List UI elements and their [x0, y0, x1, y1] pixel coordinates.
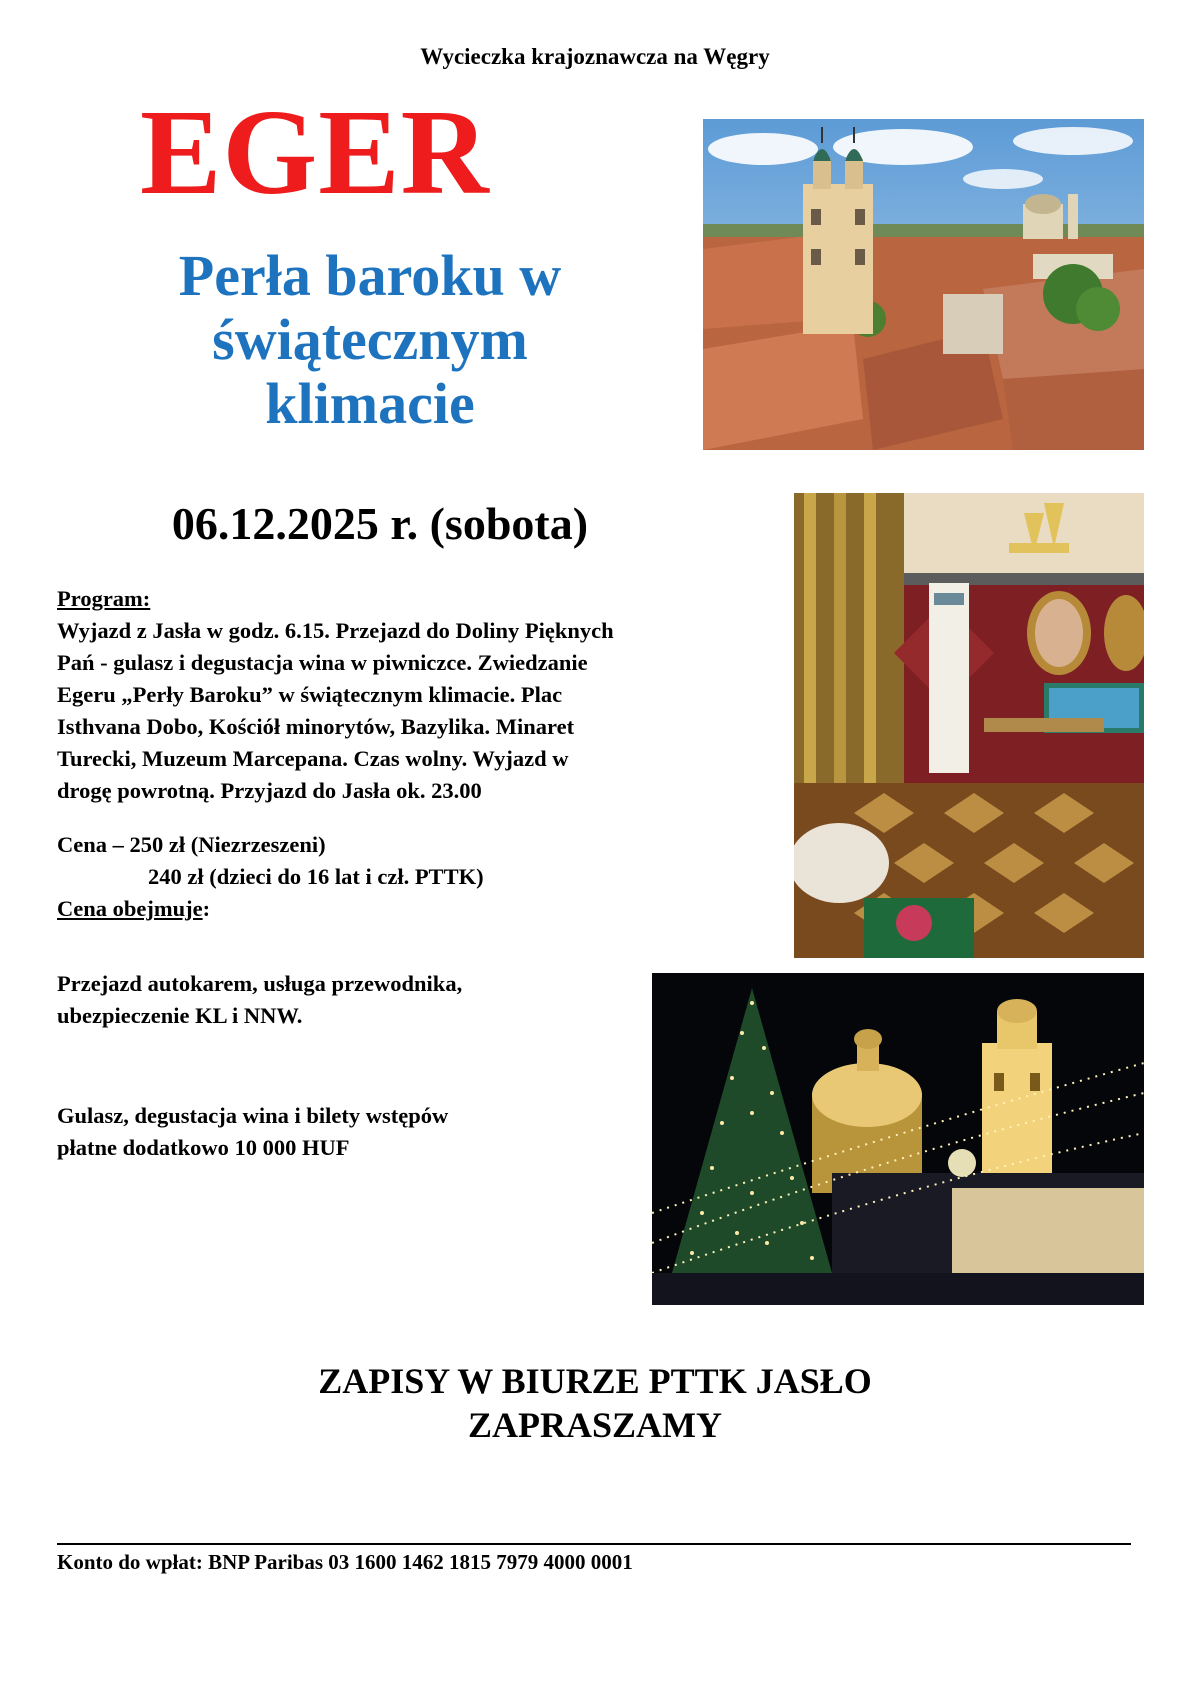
program-label: Program: [57, 586, 151, 611]
price-regular: Cena – 250 zł (Niezrzeszeni) [57, 832, 326, 857]
trip-date: 06.12.2025 r. (sobota) [171, 498, 589, 549]
city-title: EGER [140, 85, 490, 220]
extra-costs-text [57, 1100, 617, 1164]
signup-call-to-action: ZAPISY W BIURZE PTTK JASŁO [318, 1361, 872, 1401]
extra-line: płatne dodatkowo 10 000 HUF [57, 1135, 350, 1160]
includes-line: Przejazd autokarem, usługa przewodnika, [57, 971, 463, 996]
includes-label [57, 893, 210, 925]
program-line: Turecki, Muzeum Marcepana. Czas wolny. Wyjazd w [57, 746, 569, 771]
program-line: Wyjazd z Jasła w godz. 6.15. Przejazd do Doliny Pięknych [57, 618, 614, 643]
headline-line: klimacie [265, 371, 475, 436]
program-text [57, 615, 757, 807]
program-line: Isthvana Dobo, Kościół minorytów, Bazylika. Minaret [57, 714, 575, 739]
includes-label-text: Cena obejmuje [57, 896, 203, 921]
eger-panorama-photo [703, 119, 1144, 450]
includes-label-colon: : [202, 896, 211, 921]
museum-interior-photo [794, 493, 1144, 958]
program-line: Egeru „Perły Baroku” w świątecznym klimacie. Plac [57, 682, 563, 707]
includes-line: ubezpieczenie KL i NNW. [57, 1003, 303, 1028]
extra-line: Gulasz, degustacja wina i bilety wstępów [57, 1103, 449, 1128]
christmas-night-photo [652, 973, 1144, 1305]
program-line: Pań - gulasz i degustacja wina w piwniczce. Zwiedzanie [57, 650, 588, 675]
headline-line: Perła baroku w [178, 243, 562, 308]
footer-divider [57, 1543, 1131, 1545]
trip-subtitle: Wycieczka krajoznawcza na Węgry [420, 44, 770, 69]
includes-text [57, 968, 617, 1032]
program-line: drogę powrotną. Przyjazd do Jasła ok. 23.00 [57, 778, 482, 803]
price-discount: 240 zł (dzieci do 16 lat i czł. PTTK) [148, 864, 484, 889]
headline-line: świątecznym [212, 307, 528, 372]
invitation-text: ZAPRASZAMY [467, 1405, 722, 1445]
bank-account: Konto do wpłat: BNP Paribas 03 1600 1462 1815 7979 4000 0001 [57, 1550, 633, 1574]
headline [90, 244, 650, 436]
